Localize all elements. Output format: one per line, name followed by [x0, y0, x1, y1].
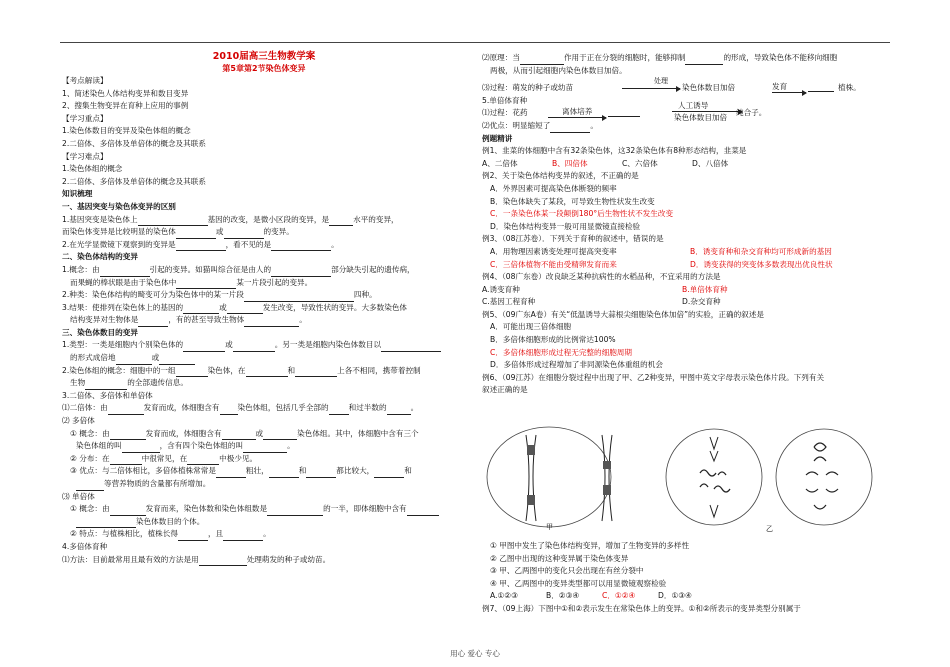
- blank[interactable]: [116, 355, 152, 365]
- flow-text: 纯合子。: [736, 108, 767, 118]
- option[interactable]: D．①③④: [658, 591, 692, 601]
- blank[interactable]: [329, 405, 349, 415]
- text-line: 1.概念：由 引起的变异。如猫叫综合征是由人的 部分缺失引起的遗传病，: [62, 264, 466, 277]
- text-line: ③ 优点：与二倍体相比，多倍体植株常常是 粗壮， 和 都比较大， 和: [62, 465, 466, 478]
- text-line: ⑵ 多倍体: [62, 416, 95, 426]
- text-line: ⑴方法：目前最常用且最有效的方法是用 处理萌发的种子或幼苗。: [62, 554, 466, 567]
- blank[interactable]: [110, 455, 142, 465]
- question: 例7、（09上海）下图中①和②表示发生在常染色体上的变异。①和②所表示的变异类型分别属于: [482, 603, 801, 613]
- process-flow: [482, 101, 892, 123]
- outline-line: 1、简述染色人体结构变异和数目变异: [62, 88, 189, 98]
- blank[interactable]: [374, 468, 404, 478]
- text-line: ① 概念：由 发育而来，染色体数和染色体组数是 的一半，即体细胞中含有: [62, 503, 466, 516]
- text-line: 1.基因突变是染色体上 基因的改变，是微小区段的变异，是 水平的变异，: [62, 214, 466, 227]
- option[interactable]: B.单倍体育种: [682, 284, 728, 294]
- text-line: 2.在光学显微镜下观察到的变异是 ，看不见的是 。: [62, 239, 466, 252]
- option[interactable]: A．用物理因素诱变处理可提高突变率: [490, 246, 617, 256]
- text-line: ⑴二倍体：由 发育而成，体细胞含有 染色体组，包括几乎全部的 和过半数的 。: [62, 402, 466, 415]
- outline-line: 【学习重点】: [62, 113, 108, 123]
- text-line: 而果蝇的棒状眼是由于染色体中 某一片段引起的变异。: [62, 277, 466, 290]
- blank[interactable]: [176, 241, 226, 251]
- text-line: 5.单倍体育种: [482, 95, 528, 105]
- options-row: [482, 259, 892, 272]
- option[interactable]: C．一条染色体某一段颠倒180°后生物性状不发生改变: [490, 209, 674, 219]
- text-line: 染色体数目的个体。: [62, 516, 466, 529]
- arrow-icon: [772, 92, 806, 93]
- arrow-icon: [622, 88, 680, 89]
- option[interactable]: C．多倍体细胞形成过程无完整的细胞周期: [490, 347, 632, 357]
- page-footer: 用心 爱心 专心: [450, 649, 500, 658]
- arrow-label: 发育: [772, 82, 788, 92]
- option[interactable]: A．可能出现三倍体细胞: [490, 322, 572, 332]
- option[interactable]: C．三倍体植物不能由受精卵发育而来: [490, 259, 617, 269]
- flow-text: ⑴过程：花药: [482, 108, 528, 118]
- page-subtitle: 第5章第2节染色体变异: [222, 64, 306, 73]
- question: 例1、韭菜的体细胞中含有32条染色体，这32条染色体有8种形态结构，韭菜是: [482, 146, 747, 156]
- option[interactable]: D．染色体结构变异一般可用显微镜直接检验: [490, 221, 641, 231]
- blank[interactable]: [176, 367, 208, 377]
- section-title: 知识梳理: [62, 189, 93, 199]
- blank[interactable]: [110, 506, 146, 516]
- arrow-icon: [548, 117, 606, 118]
- text-line: 两极，从而引起细胞内染色体数目加倍。: [490, 65, 627, 75]
- figure-yi: [666, 429, 872, 533]
- blank[interactable]: [85, 380, 127, 390]
- option[interactable]: A.①②③: [490, 591, 518, 601]
- statement: ③ 甲、乙两图中的变化只会出现在有丝分裂中: [490, 566, 644, 576]
- blank[interactable]: [520, 55, 564, 65]
- text-line: 结构变异对生物体是 ，有的甚至导致生物体 。: [62, 314, 466, 327]
- outline-line: 1.染色体数目的变异及染色体组的概念: [62, 126, 191, 136]
- text-line: ⑶ 单倍体: [62, 491, 95, 501]
- text-line: ① 概念：由 发育而成，体细胞含有 或 染色体组。其中，体细胞中含有三个: [62, 428, 466, 441]
- blank[interactable]: [295, 367, 337, 377]
- blank[interactable]: [176, 229, 216, 239]
- right-column: [482, 52, 892, 397]
- blank[interactable]: [263, 430, 297, 440]
- blank[interactable]: [381, 342, 441, 352]
- text-line: 2.种类：染色体结构的畸变可分为染色体中的某一片段 四种。: [62, 289, 466, 302]
- arrow-label: 离体培养: [562, 107, 593, 117]
- cell-division-figure: [484, 425, 894, 533]
- text-line: ② 分布：在 中很常见，在 中极少见。: [62, 453, 466, 466]
- blank[interactable]: [550, 123, 590, 133]
- section-heading-1: 一、基因突变与染色体变异的区别: [62, 201, 176, 211]
- arrow-label: 处理: [654, 77, 668, 86]
- option[interactable]: B．②③④: [546, 591, 580, 601]
- blank[interactable]: [138, 216, 208, 226]
- right-column-bottom: [482, 540, 892, 616]
- text-line: 等营养物质的含量都有所增加。: [62, 478, 466, 491]
- left-column: [62, 50, 466, 566]
- blank[interactable]: [110, 430, 146, 440]
- blank[interactable]: [608, 107, 640, 117]
- option[interactable]: D．诱变获得的突变体多数表现出优良性状: [690, 259, 833, 269]
- blank[interactable]: [227, 304, 263, 314]
- text-line: 2.染色体组的概念：细胞中的一组 染色体，在 和 上各不相同，携带着控制: [62, 365, 466, 378]
- blank[interactable]: [271, 241, 331, 251]
- option[interactable]: B、四倍体: [552, 158, 588, 168]
- blank[interactable]: [685, 55, 723, 65]
- options-row: [482, 284, 892, 297]
- option[interactable]: B．诱变育种和杂交育种均可形成新的基因: [690, 246, 832, 256]
- figure-jia: [487, 427, 612, 531]
- text-line: 3.结果：使排列在染色体上的基因的 或 发生改变，导致性状的变异。大多数染色体: [62, 302, 466, 315]
- option[interactable]: B．染色体缺失了某段，可导致生物性状发生改变: [490, 196, 655, 206]
- question: 例6、（09江苏）在细胞分裂过程中出现了甲、乙2种变异，甲图中英文字母表示染色体片段。下列有关: [482, 372, 825, 382]
- blank[interactable]: [183, 304, 219, 314]
- text-line: ⑵原理：当 作用于正在分裂的细胞时，能够抑制 的形成，导致染色体不能移向细胞: [482, 52, 892, 65]
- page-title: 2010届高三生物教学案: [212, 51, 316, 62]
- question: 例4、（08广东卷）改良缺乏某种抗病性的水稻品种，不宜采用的方法是: [482, 272, 721, 282]
- blank[interactable]: [187, 455, 219, 465]
- blank[interactable]: [808, 82, 834, 92]
- option[interactable]: C、六倍体: [622, 158, 658, 168]
- text-line: 而染色体变异是比较明显的染色体 或 的变异。: [62, 226, 466, 239]
- blank[interactable]: [159, 355, 195, 365]
- text-line: 4.多倍体育种: [62, 541, 108, 551]
- blank[interactable]: [108, 405, 144, 415]
- blank[interactable]: [246, 367, 288, 377]
- option[interactable]: D．多倍体形成过程增加了非同源染色体重组的机会: [490, 360, 663, 370]
- blank[interactable]: [76, 481, 104, 491]
- blank[interactable]: [407, 506, 439, 516]
- figure-label-yi: 乙: [766, 525, 773, 533]
- option[interactable]: D.杂交育种: [682, 297, 721, 307]
- outline-line: 【学习难点】: [62, 151, 108, 161]
- statement: ① 甲图中发生了染色体结构变异，增加了生物变异的多样性: [490, 541, 690, 550]
- flow-text: 植株。: [838, 83, 861, 93]
- blank[interactable]: [138, 317, 168, 327]
- text-line: 的形式成倍地 或: [62, 352, 466, 365]
- option[interactable]: B．多倍体细胞形成的比例常达100%: [490, 335, 616, 345]
- blank[interactable]: [223, 531, 263, 541]
- outline-line: 2、搜集生物变异在育种上应用的事例: [62, 101, 189, 111]
- text-line: ⑵优点：明显缩短了 。: [482, 120, 892, 133]
- blank[interactable]: [76, 518, 136, 528]
- blank[interactable]: [269, 468, 299, 478]
- outline-line: 2.二倍体、多倍体及单倍体的概念及其联系: [62, 176, 206, 186]
- statement: ② 乙图中出现的这种变异属于染色体变异: [490, 553, 629, 563]
- blank[interactable]: [271, 267, 331, 277]
- blank[interactable]: [122, 443, 160, 453]
- section-heading-3: 三、染色体数目的变异: [62, 327, 138, 337]
- blank[interactable]: [220, 405, 238, 415]
- outline-line: 【考点解读】: [62, 76, 108, 85]
- blank[interactable]: [183, 342, 225, 352]
- blank[interactable]: [387, 405, 411, 415]
- flow-text: ⑶过程：萌发的种子或幼苗: [482, 83, 574, 93]
- outline-line: 1.染色体组的概念: [62, 164, 123, 174]
- blank[interactable]: [244, 292, 354, 302]
- statement: ④ 甲、乙两图中的变异类型都可以用显微镜观察检验: [490, 578, 667, 588]
- blank[interactable]: [243, 443, 287, 453]
- blank[interactable]: [233, 342, 275, 352]
- blank[interactable]: [199, 556, 247, 566]
- section-title: 例题精讲: [482, 133, 513, 143]
- section-heading-2: 二、染色体结构的变异: [62, 252, 138, 262]
- option[interactable]: C．①②④: [602, 591, 636, 601]
- question: 例3、（08江苏卷）．下列关于育种的叙述中，错误的是: [482, 234, 664, 244]
- question: 例5、（09广东A卷）有关“低温诱导大蒜根尖细胞染色体加倍”的实验，正确的叙述是: [482, 309, 764, 319]
- options-row: [482, 296, 892, 309]
- options-row: [482, 246, 892, 259]
- header-rule: [60, 42, 890, 43]
- blank[interactable]: [222, 430, 256, 440]
- blank[interactable]: [329, 216, 353, 226]
- options-row: [482, 158, 892, 171]
- option[interactable]: A．外界因素可提高染色体断裂的频率: [490, 183, 617, 193]
- text-line: ② 特点：与植株相比，植株长得 ，且 。: [62, 528, 466, 541]
- option[interactable]: D、八倍体: [692, 158, 729, 168]
- text-line: 1.类型：一类是细胞内个别染色体的 或 。另一类是细胞内染色体数目以: [62, 339, 466, 352]
- text-line: 生物 的全部遗传信息。: [62, 377, 466, 390]
- blank[interactable]: [100, 267, 150, 277]
- arrow-label: 人工诱导: [678, 101, 709, 111]
- question: 例2、关于染色体结构变异的叙述，不正确的是: [482, 171, 639, 181]
- process-flow: [482, 77, 892, 95]
- outline-line: 2.二倍体、多倍体及单倍体的概念及其联系: [62, 138, 206, 148]
- option[interactable]: C.基因工程育种: [482, 297, 536, 307]
- blank[interactable]: [176, 279, 236, 289]
- blank[interactable]: [244, 317, 299, 327]
- option[interactable]: A.诱变育种: [482, 284, 520, 294]
- blank[interactable]: [224, 229, 264, 239]
- question: 叙述正确的是: [482, 385, 528, 395]
- blank[interactable]: [306, 468, 336, 478]
- flow-text: 染色体数目加倍: [674, 113, 728, 123]
- blank[interactable]: [178, 531, 208, 541]
- figure-label-jia: 甲: [546, 523, 553, 531]
- blank[interactable]: [216, 468, 246, 478]
- text-line: 染色体组的叫 ，含有四个染色体组的叫 。: [62, 440, 466, 453]
- flow-text: 染色体数目加倍: [682, 83, 736, 93]
- text-line: 3.二倍体、多倍体和单倍体: [62, 390, 153, 400]
- options-row: [482, 590, 892, 603]
- option[interactable]: A、二倍体: [482, 158, 518, 168]
- blank[interactable]: [267, 506, 323, 516]
